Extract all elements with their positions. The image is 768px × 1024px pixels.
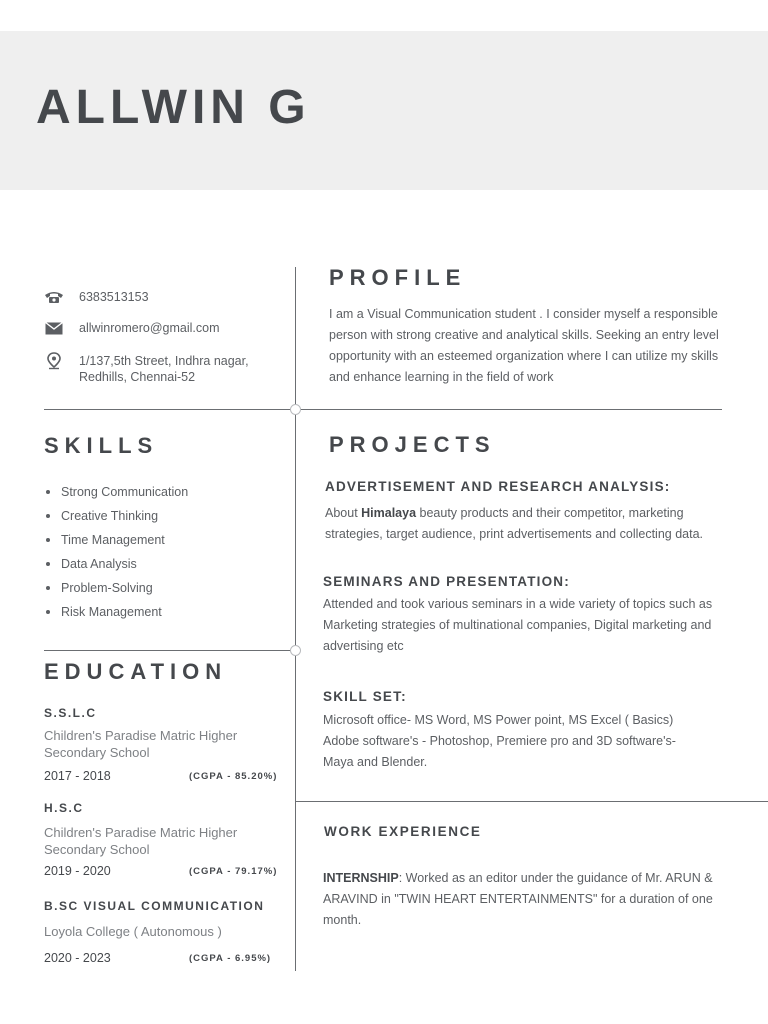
- contact-phone: [44, 289, 279, 305]
- work-experience-text: [323, 868, 728, 931]
- project-1-text: [325, 503, 725, 545]
- skill-set-line-1: Microsoft office- MS Word, MS Power point, MS Excel ( Basics): [323, 713, 674, 727]
- list-item: Risk Management: [44, 604, 188, 628]
- skill-set-line-3: Maya and Blender.: [323, 755, 428, 769]
- education-degree: S.S.L.C: [44, 706, 97, 720]
- education-heading: EDUCATION: [44, 659, 228, 684]
- education-school: Loyola College ( Autonomous ): [44, 924, 222, 939]
- list-item: Strong Communication: [44, 484, 188, 508]
- phone-number: 6383513153: [79, 290, 149, 304]
- profile-text: I am a Visual Communication student . I consider myself a responsible person with strong creative and analytical skills. Seeking an entry level opportunity with an esteemed organization where I can utilize my skills and enhance learning in the field of work: [329, 307, 719, 384]
- education-degree: H.S.C: [44, 801, 84, 815]
- location-icon: [44, 353, 64, 369]
- education-school: Children's Paradise Matric Higher Secondary School: [44, 728, 238, 760]
- education-years: 2019 - 2020: [44, 864, 111, 878]
- skill-set-line-2: Adobe software's - Photoshop, Premiere pro and 3D software's-: [323, 734, 676, 748]
- phone-icon: [44, 289, 64, 305]
- contact-address: [44, 353, 279, 385]
- divider-node: [290, 645, 301, 656]
- education-cgpa: (CGPA - 79.17%): [189, 866, 278, 877]
- skills-list: [44, 484, 188, 628]
- project-1-highlight: Himalaya: [361, 506, 417, 520]
- address-line-1: 1/137,5th Street, Indhra nagar,: [79, 354, 249, 368]
- skills-heading: SKILLS: [44, 433, 159, 458]
- email-icon: [44, 320, 64, 336]
- education-years: 2017 - 2018: [44, 769, 111, 783]
- education-years: 2020 - 2023: [44, 951, 111, 965]
- project-1-title: ADVERTISEMENT AND RESEARCH ANALYSIS:: [325, 479, 671, 494]
- divider-profile: [44, 409, 722, 410]
- education-cgpa: (CGPA - 85.20%): [189, 771, 278, 782]
- list-item: Data Analysis: [44, 556, 188, 580]
- email-address: allwinromero@gmail.com: [79, 321, 220, 335]
- vertical-divider: [295, 267, 296, 971]
- projects-heading: PROJECTS: [329, 432, 496, 457]
- project-2-title: SEMINARS AND PRESENTATION:: [323, 574, 570, 589]
- list-item: Creative Thinking: [44, 508, 188, 532]
- project-2-text: Attended and took various seminars in a wide variety of topics such as Marketing strategies of multinational companies, Digital marketing and advertising etc: [323, 597, 713, 653]
- internship-label: INTERNSHIP: [323, 871, 399, 885]
- address-line-2: Redhills, Chennai-52: [79, 370, 196, 384]
- list-item: Time Management: [44, 532, 188, 556]
- project-3-title: SKILL SET:: [323, 689, 407, 704]
- internship-description: : Worked as an editor under the guidance of Mr. ARUN & ARAVIND in "TWIN HEART ENTERTAINMENTS" for a duration of one month.: [323, 871, 713, 927]
- divider-work: [296, 801, 768, 802]
- project-1-text-after: beauty products and their competitor, marketing strategies, target audience, print advertisements and collecting data.: [325, 506, 703, 541]
- education-degree: B.SC VISUAL COMMUNICATION: [44, 899, 265, 913]
- divider-education: [44, 650, 296, 651]
- project-1-text-before: About: [325, 506, 362, 520]
- list-item: Problem-Solving: [44, 580, 188, 604]
- profile-heading: PROFILE: [329, 265, 467, 290]
- project-3-text: [323, 710, 743, 773]
- contact-email: [44, 320, 279, 336]
- work-experience-heading: WORK EXPERIENCE: [324, 824, 482, 839]
- candidate-name: ALLWIN G: [36, 81, 311, 134]
- education-school: Children's Paradise Matric Higher Secondary School: [44, 825, 238, 857]
- education-cgpa: (CGPA - 6.95%): [189, 953, 272, 964]
- divider-node: [290, 404, 301, 415]
- address: [79, 353, 279, 385]
